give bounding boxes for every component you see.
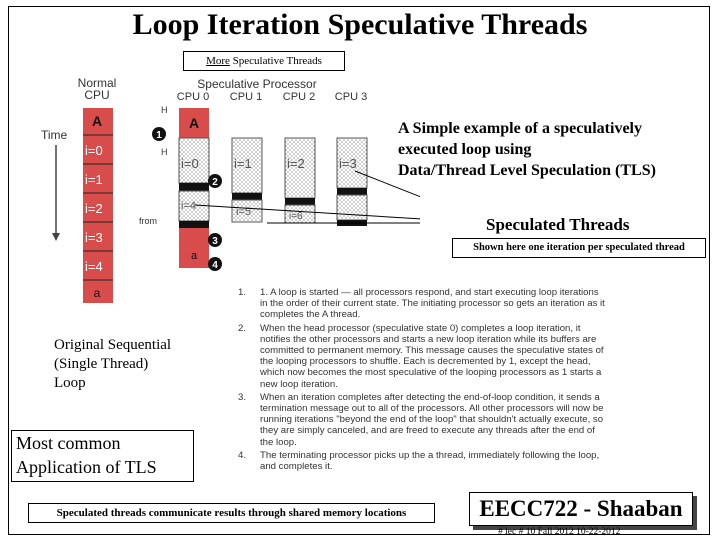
speculated-threads-label: Speculated Threads — [486, 215, 630, 234]
cpu0-thread-a-end — [179, 228, 209, 268]
course-badge: EECC722 - Shaaban — [469, 492, 693, 526]
step-text: When the head processor (speculative state 0) completes a loop iteration, it notifies the other processors and starts a new loop iteration while its buffers are committed to permanent memory. This message causes the speculative states of the looping processors to shuffle. Each is decremented by 1, except the head, which now becomes the most speculative of the looping processors as 1 starts a new loop iteration. — [260, 322, 604, 390]
tls-description-line2: executed loop using — [398, 141, 532, 158]
normal-thread-a-end: a — [93, 286, 101, 300]
head-label-1: H — [161, 105, 168, 115]
step-number: 3. — [238, 391, 247, 403]
speculation-diagram — [35, 75, 420, 305]
normal-cpu-label-line1: Normal — [77, 76, 117, 90]
cpu0-thread-a-label: A — [188, 115, 200, 131]
most-common-line1: Most common — [16, 433, 121, 453]
more-label-underlined: More — [206, 55, 230, 67]
steps-list — [238, 287, 608, 474]
shared-memory-note: Speculated threads communicate results through shared memory locations — [28, 503, 435, 523]
step-item — [238, 323, 608, 390]
normal-thread-a: A — [91, 113, 103, 129]
marker-3: 3 — [212, 236, 218, 247]
cpu1-iter-5-label: i=5 — [236, 206, 251, 218]
cpu0-thread-a-end-label: a — [191, 250, 198, 262]
cpu0-iter-4-label: i=4 — [181, 200, 196, 212]
step-text: 1. A loop is started — all processors respond, and start executing loop iterations in the order of their current state. The initiating processor so gets an iteration as it completes the A thread. — [260, 287, 605, 321]
marker-2: 2 — [212, 177, 218, 188]
normal-iter-2: i=2 — [85, 201, 103, 216]
normal-iter-1: i=1 — [85, 172, 103, 187]
more-speculative-threads-box — [183, 51, 345, 71]
marker-1: 1 — [156, 130, 162, 141]
most-common-line2: Application of TLS — [16, 457, 157, 477]
marker-4: 4 — [212, 260, 218, 271]
step-number: 1. — [238, 287, 247, 298]
cpu0-label: CPU 0 — [176, 91, 210, 103]
normal-iter-4: i=4 — [85, 259, 103, 274]
step-text: When an iteration completes after detecting the end-of-loop condition, it sends a termination message out to all of the processors. All other processors will now be running iterations "beyond the end of the loop" that shouldn't actually execute, so they are simply canceled, and are freed to execute any threads after the end of the loop. — [260, 391, 604, 448]
cpu1-label: CPU 1 — [229, 91, 263, 103]
original-loop-line2: (Single Thread) — [54, 356, 149, 372]
cpu1-iter-1-label: i=1 — [234, 156, 252, 171]
footer-lecture-info: # lec # 10 Fall 2012 10-22-2012 — [498, 527, 621, 537]
cpu2-label: CPU 2 — [282, 91, 316, 103]
original-loop-line3: Loop — [54, 375, 86, 391]
one-iteration-per-thread-note: Shown here one iteration per speculated thread — [452, 238, 706, 258]
normal-cpu-label-line2: CPU — [84, 88, 110, 102]
head-label-2: H — [161, 147, 168, 157]
speculative-processor-label: Speculative Processor — [197, 77, 317, 91]
more-label-rest: Speculative Threads — [229, 55, 322, 67]
tls-description-line1: A Simple example of a speculatively — [398, 120, 642, 137]
normal-iter-3: i=3 — [85, 230, 103, 245]
most-common-application-box — [11, 430, 194, 482]
step-number: 2. — [238, 322, 247, 334]
from-label: from — [139, 216, 157, 226]
time-label: Time — [41, 128, 68, 142]
cpu3-iter-3-label: i=3 — [339, 156, 357, 171]
step-item — [238, 392, 608, 448]
original-loop-line1: Original Sequential — [54, 337, 172, 353]
step-number: 4. — [238, 449, 247, 461]
normal-iter-0: i=0 — [85, 143, 103, 158]
cpu2-iter-6-label: i=6 — [289, 211, 303, 222]
cpu2-iter-2-label: i=2 — [287, 156, 305, 171]
step-item — [238, 287, 608, 321]
tls-description-line3: Data/Thread Level Speculation (TLS) — [398, 162, 656, 179]
cpu0-iter-0-label: i=0 — [181, 156, 199, 171]
original-loop-caption — [54, 336, 204, 393]
time-arrowhead — [52, 233, 60, 241]
step-text: The terminating processor picks up the a thread, immediately following the loop, and completes it. — [260, 449, 600, 473]
tls-description — [398, 118, 698, 181]
cpu3-label: CPU 3 — [334, 91, 368, 103]
step-item — [238, 450, 608, 472]
slide-title: Loop Iteration Speculative Threads — [132, 8, 588, 41]
